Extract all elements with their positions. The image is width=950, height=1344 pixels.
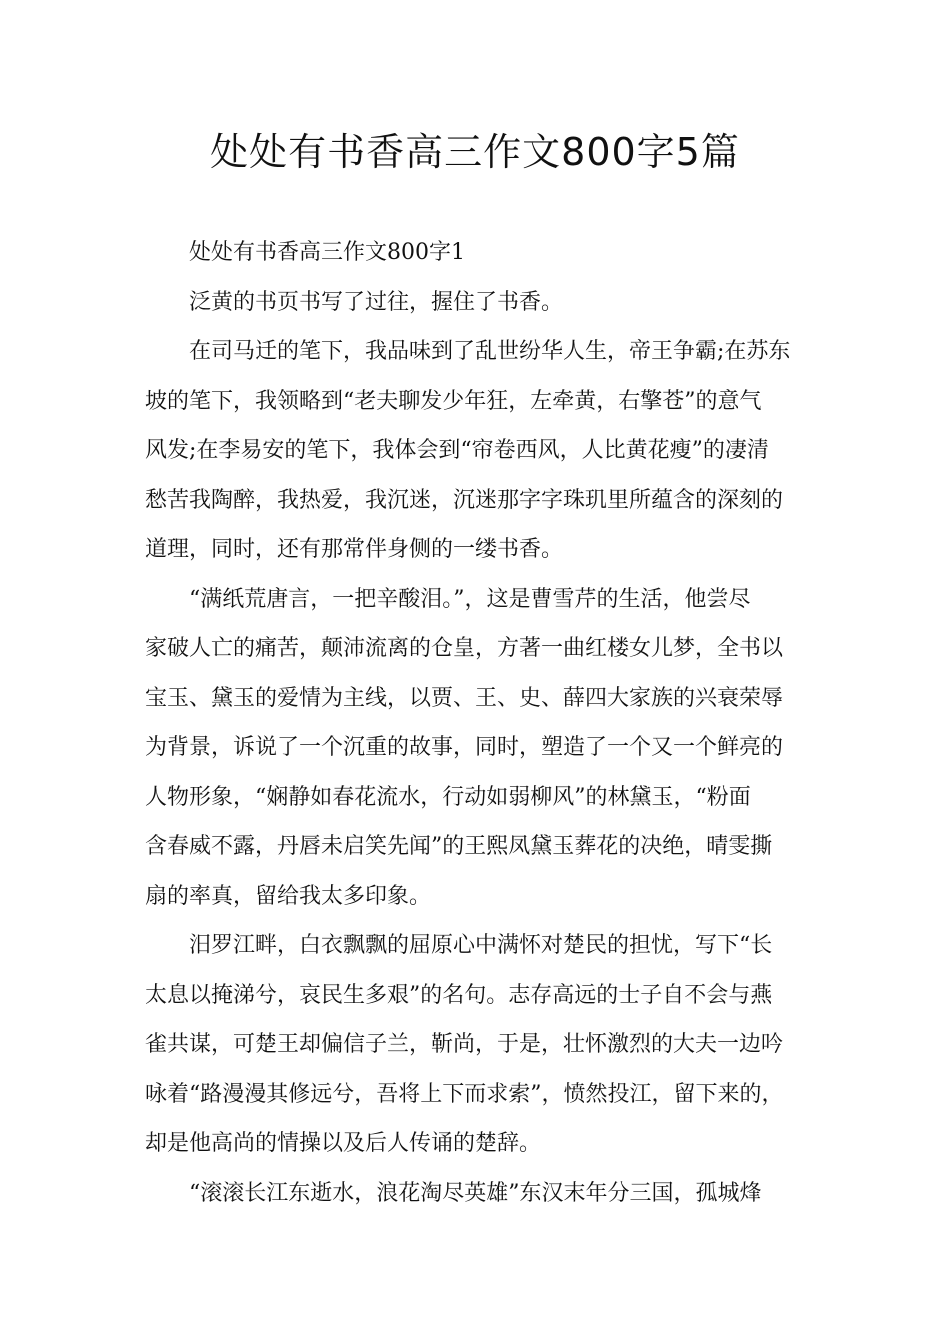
- text-line: 道理，同时，还有那常伴身侧的一缕书香。: [145, 537, 564, 562]
- text-line: 为背景，诉说了一个沉重的故事，同时，塑造了一个又一个鲜亮的: [145, 735, 784, 760]
- paragraph-2: [145, 327, 810, 575]
- essay-subheading: 处处有书香高三作文800字1: [189, 240, 465, 265]
- text-line: 咏着“路漫漫其修远兮，吾将上下而求索”，愤然投江，留下来的，: [145, 1081, 784, 1107]
- text-line: 太息以掩涕兮，哀民生多艰”的名句。志存高远的士子自不会与燕: [145, 982, 773, 1008]
- paragraph-5: [145, 1169, 810, 1219]
- document-title: 处处有书香高三作文800字5篇: [210, 130, 740, 174]
- document-body: [145, 228, 810, 1218]
- text-line: 却是他高尚的情操以及后人传诵的楚辞。: [145, 1131, 542, 1156]
- text-line: 风发;在李易安的笔下，我体会到“帘卷西风，人比黄花瘦”的凄清: [145, 438, 769, 463]
- text-line: 宝玉、黛玉的爱情为主线，以贾、王、史、薛四大家族的兴衰荣辱: [145, 685, 784, 711]
- text-line: 泛黄的书页书写了过往，握住了书香。: [189, 289, 564, 315]
- text-line: 雀共谋，可楚王却偏信子兰，靳尚，于是，壮怀激烈的大夫一边吟: [145, 1032, 784, 1057]
- text-line: 愁苦我陶醉，我热爱，我沉迷，沉迷那字字珠玑里所蕴含的深刻的: [145, 487, 784, 513]
- text-line: “满纸荒唐言，一把辛酸泪。”，这是曹雪芹的生活，他尝尽: [189, 586, 751, 612]
- text-line: 在司马迁的笔下，我品味到了乱世纷华人生，帝王争霸;在苏东: [189, 339, 791, 364]
- paragraph-1: [145, 278, 810, 328]
- text-line: “滚滚长江东逝水，浪花淘尽英雄”东汉末年分三国，孤城烽: [189, 1180, 762, 1206]
- text-line: 含春威不露，丹唇未启笑先闻”的王熙凤黛玉葬花的决绝，晴雯撕: [145, 834, 773, 859]
- paragraph-3: [145, 575, 810, 922]
- text-line: 家破人亡的痛苦，颠沛流离的仓皇，方著一曲红楼女儿梦，全书以: [145, 636, 784, 661]
- text-line: 人物形象，“娴静如春花流水，行动如弱柳风”的林黛玉，“粉面: [145, 784, 751, 810]
- text-line: 坡的笔下，我领略到“老夫聊发少年狂，左牵黄，右擎苍”的意气: [145, 388, 762, 414]
- paragraph-4: [145, 921, 810, 1169]
- text-line: 汨罗江畔，白衣飘飘的屈原心中满怀对楚民的担忧，写下“长: [189, 933, 773, 958]
- text-line: 扇的率真，留给我太多印象。: [145, 883, 432, 909]
